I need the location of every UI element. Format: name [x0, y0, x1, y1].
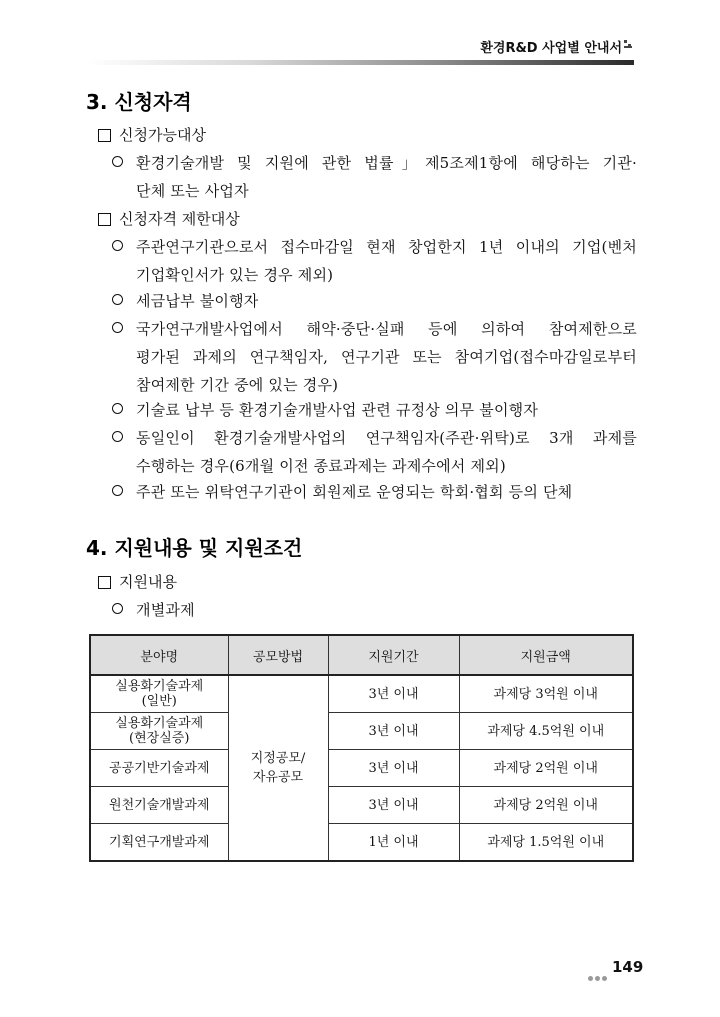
field-name: 실용화기술과제: [115, 679, 204, 694]
column-header-period: 지원기간: [328, 635, 459, 675]
restricted-item: [112, 287, 637, 315]
item-line: 참여제한 기간 중에 있는 경우): [136, 376, 339, 394]
item-line: 국가연구개발사업에서 해약·중단·실패 등에 의하여 참여제한으로: [136, 320, 637, 338]
content-heading: [98, 572, 177, 592]
square-bullet-icon: [98, 129, 111, 142]
section-3-title: 3. 신청자격: [86, 90, 192, 114]
footer-dots-icon: [588, 966, 609, 985]
method-text: 지정공모/: [250, 751, 306, 766]
item-line: 평가된 과제의 연구책임자, 연구기관 또는 참여기업(접수마감일로부터: [136, 348, 637, 366]
item-line: 환경기술개발 및 지원에 관한 법률」제5조제1항에 해당하는 기관·: [136, 154, 637, 172]
field-cell: [90, 713, 228, 750]
amount-cell: 과제당 3억원 이내: [459, 675, 633, 713]
column-header-amount: 지원금액: [459, 635, 633, 675]
circle-bullet-icon: [112, 485, 123, 496]
item-line: 단체 또는 사업자: [136, 182, 249, 200]
period-cell: 3년 이내: [328, 675, 459, 713]
header-title: 환경R&D 사업별 안내서: [480, 41, 622, 56]
restricted-item: [112, 424, 637, 480]
table-row: [90, 713, 633, 750]
eligible-heading: [98, 125, 206, 145]
item-line: 기술료 납부 등 환경기술개발사업 관련 규정상 의무 불이행자: [136, 401, 539, 419]
column-header-field: 분야명: [90, 635, 228, 675]
field-cell: [90, 675, 228, 713]
circle-bullet-icon: [112, 322, 123, 333]
item-line: 주관연구기관으로서 접수마감일 현재 창업한지 1년 이내의 기업(벤처: [136, 238, 637, 256]
period-cell: 1년 이내: [328, 824, 459, 862]
item-line: 개별과제: [136, 601, 195, 619]
amount-cell: 과제당 2억원 이내: [459, 750, 633, 787]
amount-cell: 과제당 2억원 이내: [459, 787, 633, 824]
circle-bullet-icon: [112, 240, 123, 251]
field-name: (일반): [141, 694, 177, 709]
page-number: 149: [612, 958, 644, 976]
item-line: 주관 또는 위탁연구기관이 회원제로 운영되는 학회·협회 등의 단체: [136, 483, 573, 501]
item-line: 기업확인서가 있는 경우 제외): [136, 266, 334, 284]
field-cell: 원천기술개발과제: [90, 787, 228, 824]
header-rule: [86, 60, 634, 65]
square-bullet-icon: [98, 213, 111, 226]
amount-cell: 과제당 1.5억원 이내: [459, 824, 633, 862]
circle-bullet-icon: [112, 403, 123, 414]
support-table: [89, 634, 634, 862]
table-row: [90, 675, 633, 713]
column-header-method: 공모방법: [228, 635, 328, 675]
restricted-item: [112, 396, 637, 424]
circle-bullet-icon: [112, 156, 123, 167]
header-mark-icon: [624, 40, 634, 50]
eligible-heading-label: 신청가능대상: [119, 126, 206, 144]
restricted-heading-label: 신청자격 제한대상: [119, 210, 240, 228]
content-heading-label: 지원내용: [119, 573, 177, 591]
section-4-title: 4. 지원내용 및 지원조건: [86, 536, 303, 560]
eligible-item: [112, 149, 637, 205]
circle-bullet-icon: [112, 431, 123, 442]
restricted-item: [112, 233, 637, 289]
item-line: 세금납부 불이행자: [136, 292, 259, 310]
period-cell: 3년 이내: [328, 787, 459, 824]
circle-bullet-icon: [112, 603, 123, 614]
field-cell: 기획연구개발과제: [90, 824, 228, 862]
sub-item: [112, 596, 637, 624]
restricted-item: [112, 478, 637, 506]
method-cell: [228, 675, 328, 861]
field-name: 실용화기술과제: [115, 716, 204, 731]
field-name: (현장실증): [129, 731, 190, 746]
table-row: [90, 824, 633, 862]
square-bullet-icon: [98, 576, 111, 589]
amount-cell: 과제당 4.5억원 이내: [459, 713, 633, 750]
field-cell: 공공기반기술과제: [90, 750, 228, 787]
method-text: 자유공모: [252, 770, 304, 785]
circle-bullet-icon: [112, 294, 123, 305]
period-cell: 3년 이내: [328, 750, 459, 787]
restricted-item: [112, 315, 637, 399]
table-row: [90, 787, 633, 824]
period-cell: 3년 이내: [328, 713, 459, 750]
table-header-row: [90, 635, 633, 675]
restricted-heading: [98, 209, 240, 229]
item-line: 동일인이 환경기술개발사업의 연구책임자(주관·위탁)로 3개 과제를: [136, 429, 637, 447]
item-line: 수행하는 경우(6개월 이전 종료과제는 과제수에서 제외): [136, 457, 506, 475]
table-row: [90, 750, 633, 787]
